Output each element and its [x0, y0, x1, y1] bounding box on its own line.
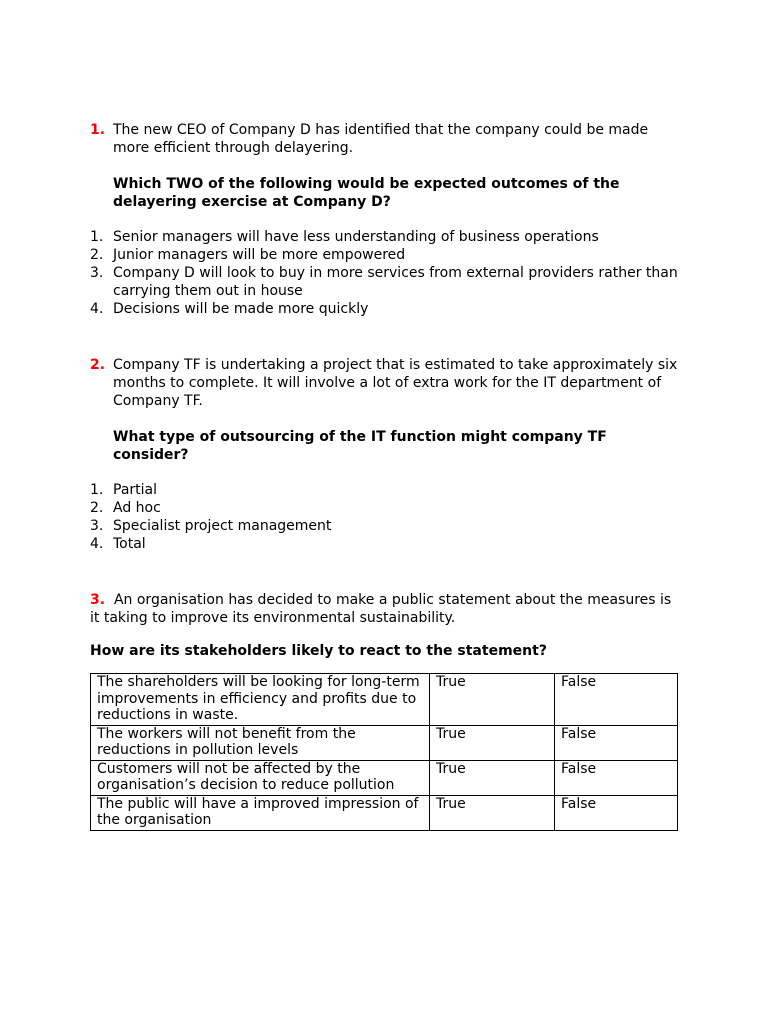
- true-option[interactable]: True: [430, 795, 555, 830]
- option-item[interactable]: [90, 499, 682, 517]
- question-1: [90, 121, 682, 318]
- option-item[interactable]: [90, 517, 682, 535]
- true-option[interactable]: True: [430, 674, 555, 726]
- true-option[interactable]: True: [430, 760, 555, 795]
- question-number: 2.: [90, 357, 106, 373]
- question-2: [90, 356, 682, 553]
- question-prompt: Which TWO of the following would be expected outcomes of the delayering exercise at Company D?: [113, 176, 620, 210]
- option-number: 2.: [90, 500, 104, 516]
- option-number: 3.: [90, 265, 104, 281]
- question-prompt: How are its stakeholders likely to react to the statement?: [90, 643, 547, 659]
- question-number: 3.: [90, 592, 106, 608]
- question-stem-text: An organisation has decided to make a public statement about the measures is it taking to improve its environmental sustainability.: [90, 592, 672, 626]
- option-number: 2.: [90, 247, 104, 263]
- stakeholder-table: [90, 673, 678, 831]
- option-text: Ad hoc: [113, 500, 161, 516]
- table-row: [91, 725, 678, 760]
- option-text: Senior managers will have less understanding of business operations: [113, 229, 599, 245]
- statement-cell: The shareholders will be looking for long-term improvements in efficiency and profits due to reductions in waste.: [91, 674, 430, 726]
- option-list: [90, 481, 682, 553]
- option-number: 1.: [90, 229, 104, 245]
- option-item[interactable]: [90, 481, 682, 499]
- question-prompt: What type of outsourcing of the IT function might company TF consider?: [113, 429, 607, 463]
- option-item[interactable]: [90, 246, 682, 264]
- question-stem: Company TF is undertaking a project that is estimated to take approximately six months to complete. It will involve a lot of extra work for the IT department of Company TF.: [113, 357, 678, 409]
- table-row: [91, 674, 678, 726]
- question-stem: [90, 591, 678, 627]
- option-text: Decisions will be made more quickly: [113, 301, 369, 317]
- option-number: 1.: [90, 482, 104, 498]
- option-text: Partial: [113, 482, 157, 498]
- false-option[interactable]: False: [555, 760, 678, 795]
- option-number: 4.: [90, 301, 104, 317]
- option-item[interactable]: [90, 300, 682, 318]
- false-option[interactable]: False: [555, 795, 678, 830]
- option-number: 4.: [90, 536, 104, 552]
- table-row: [91, 795, 678, 830]
- table-row: [91, 760, 678, 795]
- option-item[interactable]: [90, 264, 682, 300]
- option-number: 3.: [90, 518, 104, 534]
- option-text: Total: [113, 536, 146, 552]
- option-list: [90, 228, 682, 318]
- false-option[interactable]: False: [555, 674, 678, 726]
- option-text: Specialist project management: [113, 518, 332, 534]
- question-number: 1.: [90, 122, 106, 138]
- option-text: Company D will look to buy in more services from external providers rather than carrying them out in house: [113, 265, 678, 299]
- true-option[interactable]: True: [430, 725, 555, 760]
- question-stem: The new CEO of Company D has identified that the company could be made more efficient through delayering.: [113, 122, 649, 156]
- statement-cell: The public will have a improved impression of the organisation: [91, 795, 430, 830]
- question-3: [90, 591, 678, 660]
- false-option[interactable]: False: [555, 725, 678, 760]
- statement-cell: Customers will not be affected by the organisation’s decision to reduce pollution: [91, 760, 430, 795]
- option-item[interactable]: [90, 228, 682, 246]
- option-item[interactable]: [90, 535, 682, 553]
- statement-cell: The workers will not benefit from the reductions in pollution levels: [91, 725, 430, 760]
- option-text: Junior managers will be more empowered: [113, 247, 406, 263]
